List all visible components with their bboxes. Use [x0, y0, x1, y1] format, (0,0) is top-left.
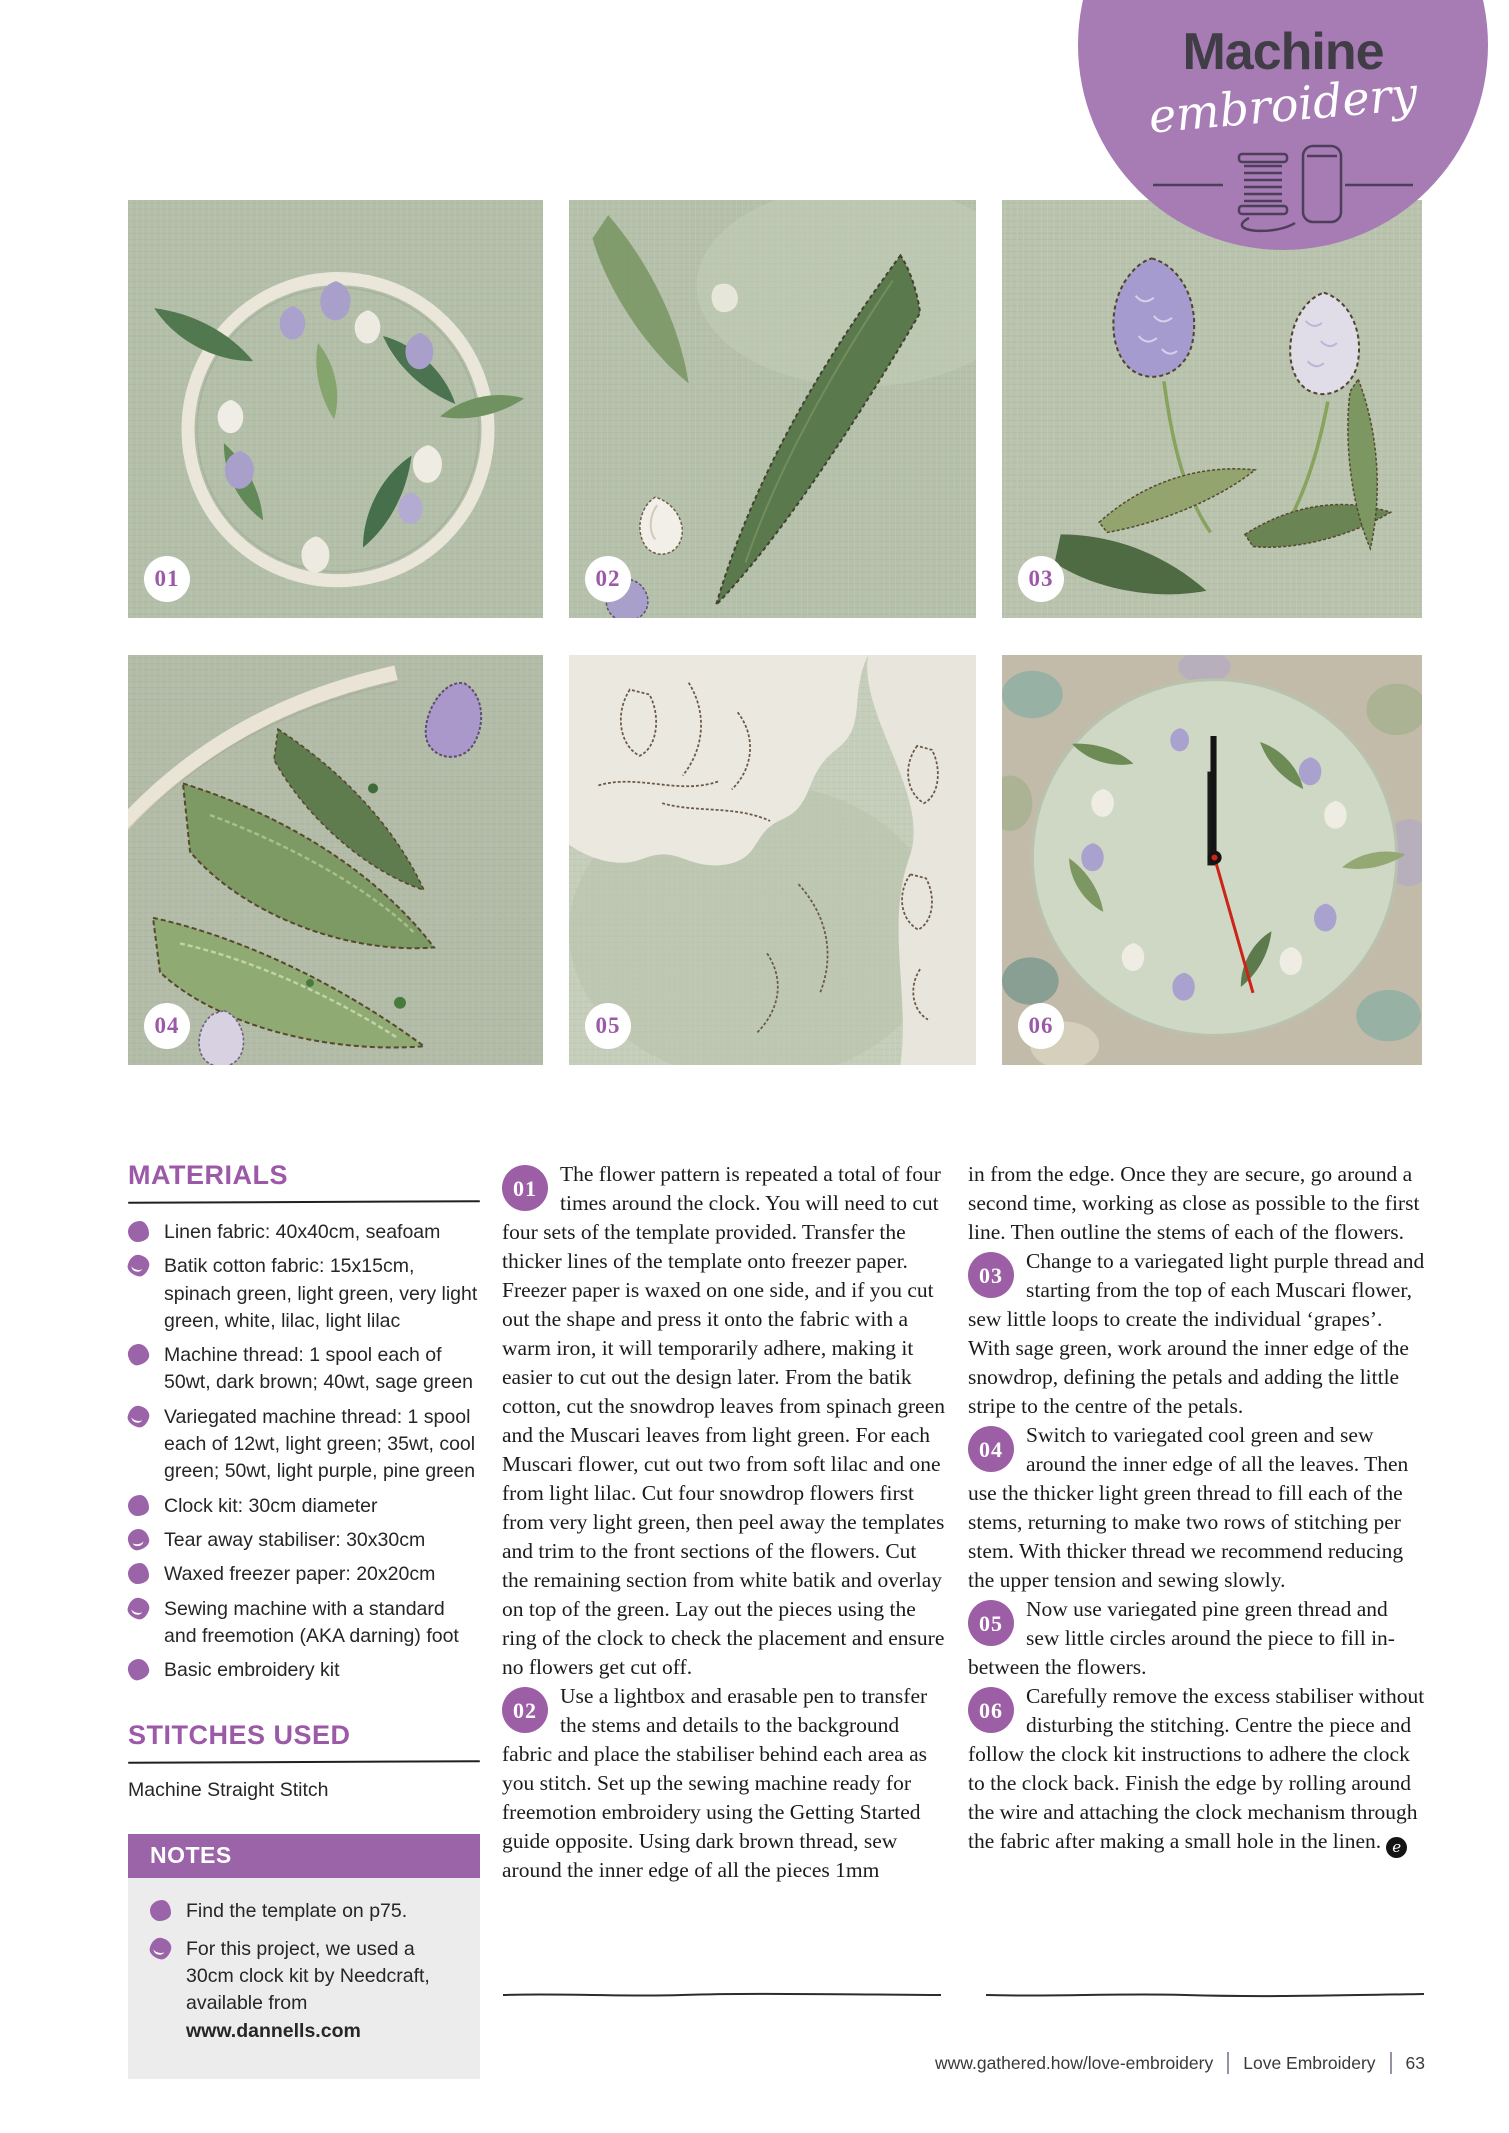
- material-text: Clock kit: 30cm diameter: [164, 1494, 378, 1517]
- thread-spool-icon: [1153, 140, 1413, 235]
- badge-title: Machine: [1182, 23, 1384, 81]
- list-item: [150, 1936, 462, 2045]
- photo-number-badge: 05: [585, 1003, 631, 1049]
- list-item: [128, 1219, 480, 1246]
- step-text: The flower pattern is repeated a total of four times around the clock. You will need to cut four sets of the template provided. Transfer the thicker lines of the template onto freezer paper. Freezer paper is waxed on one side, and if you cut out the shape and press it onto the fabric with a warm iron, it will temporarily adhere, making it easier to cut out the design later. From the batik cotton, cut the snowdrop leaves from spinach green and the Muscari leaves from light green. For each Muscari flower, cut out two from soft lilac and one from light lilac. Cut four snowdrop flowers first from very light green, then peel away the templates and trim to the front sections of the flowers. Cut the remaining section from white batik and overlay on top of the green. Lay out the pieces using the ring of the clock to check the placement and ensure no flowers get cut off.: [502, 1162, 946, 1679]
- list-item: [128, 1253, 480, 1335]
- step-number-badge: 04: [968, 1426, 1014, 1472]
- step-text: Carefully remove the excess stabiliser without disturbing the stitching. Centre the piece and follow the clock kit instructions to adhere the clock to the clock back. Finish the edge by rolling around the wire and attaching the clock mechanism through the fabric after making a small hole in the linen.: [968, 1684, 1425, 1853]
- footer-separator: [1390, 2052, 1392, 2074]
- yarn-blob-icon: [128, 1221, 149, 1242]
- material-text: Machine thread: 1 spool each of 50wt, dark brown; 40wt, sage green: [164, 1344, 473, 1394]
- list-item: [128, 1596, 480, 1651]
- photo-05-image: [569, 655, 976, 1065]
- list-item: [128, 1404, 480, 1486]
- photo-02-image: [569, 200, 976, 618]
- dannells-url: www.dannells.com: [186, 2019, 361, 2042]
- photo-03-image: [1002, 200, 1422, 618]
- note-text: For this project, we used a 30cm clock kit by Needcraft, available from: [186, 1937, 430, 2015]
- list-item: [128, 1527, 480, 1554]
- material-text: Sewing machine with a standard and freemotion (AKA darning) foot: [164, 1597, 459, 1647]
- footer-separator: [1227, 2052, 1229, 2074]
- step-number-badge: 02: [502, 1687, 548, 1733]
- page-footer: [935, 2052, 1425, 2074]
- notes-heading: NOTES: [128, 1834, 480, 1878]
- footer-page-number: 63: [1405, 2052, 1425, 2073]
- photo-number-badge: 06: [1018, 1003, 1064, 1049]
- step-photo-04: [128, 655, 543, 1065]
- material-text: Waxed freezer paper: 20x20cm: [164, 1563, 436, 1586]
- list-item: [128, 1493, 480, 1520]
- yarn-blob-icon: [126, 1404, 151, 1429]
- photo-number-badge: 01: [144, 556, 190, 602]
- stitches-heading: STITCHES USED: [128, 1720, 351, 1751]
- notes-box: [128, 1834, 480, 2078]
- instructions-column-right: [968, 1160, 1425, 1858]
- step-text: in from the edge. Once they are secure, go around a second time, working as close as possible to the first line. Then outline the stems of each of the flowers.: [968, 1162, 1420, 1244]
- step-paragraph: [968, 1247, 1425, 1421]
- notes-body: [128, 1878, 480, 2078]
- yarn-blob-icon: [126, 1527, 150, 1551]
- photo-04-image: [128, 655, 543, 1065]
- list-item: [128, 1657, 480, 1684]
- photo-01-image: [128, 200, 543, 618]
- yarn-blob-icon: [148, 1936, 173, 1961]
- photo-grid: [128, 200, 1422, 1065]
- material-text: Linen fabric: 40x40cm, seafoam: [164, 1221, 441, 1243]
- list-item: [150, 1898, 462, 1925]
- yarn-blob-icon: [126, 1343, 150, 1367]
- step-photo-03: [1002, 200, 1422, 618]
- step-photo-02: [569, 200, 976, 618]
- list-item: [128, 1342, 480, 1397]
- heading-rule: [128, 1761, 480, 1765]
- list-item: [128, 1561, 480, 1588]
- step-text: Use a lightbox and erasable pen to transfer the stems and details to the background fabric and place the stabiliser behind each area as you stitch. Set up the sewing machine ready for freemotion embroidery using the Getting Started guide opposite. Using dark brown thread, sew around the inner edge of all the pieces 1mm: [502, 1684, 928, 1882]
- material-text: Basic embroidery kit: [164, 1659, 340, 1682]
- material-text: Batik cotton fabric: 15x15cm, spinach green, light green, very light green, white, lilac, light lilac: [164, 1255, 478, 1332]
- instructions-column-middle: [502, 1160, 948, 1885]
- yarn-blob-icon: [128, 1563, 149, 1584]
- step-paragraph: [968, 1421, 1425, 1595]
- column-divider-rule: [985, 1992, 1425, 1998]
- yarn-blob-icon: [128, 1495, 149, 1516]
- material-text: Tear away stabiliser: 30x30cm: [164, 1528, 426, 1551]
- step-text: Now use variegated pine green thread and sew little circles around the piece to fill in-between the flowers.: [968, 1597, 1395, 1679]
- footer-url: www.gathered.how/love-embroidery: [935, 2052, 1214, 2073]
- step-paragraph: [968, 1595, 1425, 1682]
- photo-number-badge: 04: [144, 1003, 190, 1049]
- materials-heading: MATERIALS: [128, 1160, 288, 1190]
- step-text: Change to a variegated light purple thread and starting from the top of each Muscari flower, sew little loops to create the individual ‘grapes’. With sage green, work around the inner edge of the snowdrop, defining the petals and adding the little stripe to the centre of the petals.: [968, 1249, 1425, 1418]
- yarn-blob-icon: [126, 1595, 151, 1620]
- sidebar-column: [128, 1160, 480, 2079]
- material-text: Variegated machine thread: 1 spool each of 12wt, light green; 35wt, cool green; 50wt, light purple, pine green: [164, 1405, 476, 1483]
- step-paragraph-continued: [968, 1160, 1425, 1247]
- step-number-badge: 03: [968, 1252, 1014, 1298]
- step-paragraph: [502, 1160, 948, 1682]
- step-paragraph: [502, 1682, 948, 1885]
- heading-rule: [128, 1200, 480, 1204]
- step-paragraph: [968, 1682, 1425, 1858]
- step-photo-01: [128, 200, 543, 618]
- photo-number-badge: 02: [585, 556, 631, 602]
- step-photo-06: [1002, 655, 1422, 1065]
- step-text: Switch to variegated cool green and sew around the inner edge of all the leaves. Then use the thicker light green thread to fill each of the stems, returning to make two rows of stitching per stem. With thicker thread we recommend reducing the upper tension and sewing slowly.: [968, 1423, 1409, 1592]
- end-of-article-icon: e: [1386, 1837, 1407, 1858]
- yarn-blob-icon: [126, 1657, 150, 1681]
- step-number-badge: 01: [502, 1165, 548, 1211]
- yarn-blob-icon: [150, 1900, 171, 1921]
- stitches-section: [128, 1720, 480, 1802]
- step-number-badge: 06: [968, 1687, 1014, 1733]
- materials-list: [128, 1219, 480, 1684]
- badge-subtitle: embroidery: [1146, 66, 1420, 144]
- footer-magazine-name: Love Embroidery: [1243, 2052, 1376, 2073]
- step-photo-05: [569, 655, 976, 1065]
- column-divider-rule: [502, 1992, 942, 1998]
- note-text: Find the template on p75.: [186, 1900, 408, 1923]
- photo-06-image: [1002, 655, 1422, 1065]
- yarn-blob-icon: [126, 1253, 151, 1278]
- step-number-badge: 05: [968, 1600, 1014, 1646]
- stitch-name: Machine Straight Stitch: [128, 1779, 329, 1802]
- photo-number-badge: 03: [1018, 556, 1064, 602]
